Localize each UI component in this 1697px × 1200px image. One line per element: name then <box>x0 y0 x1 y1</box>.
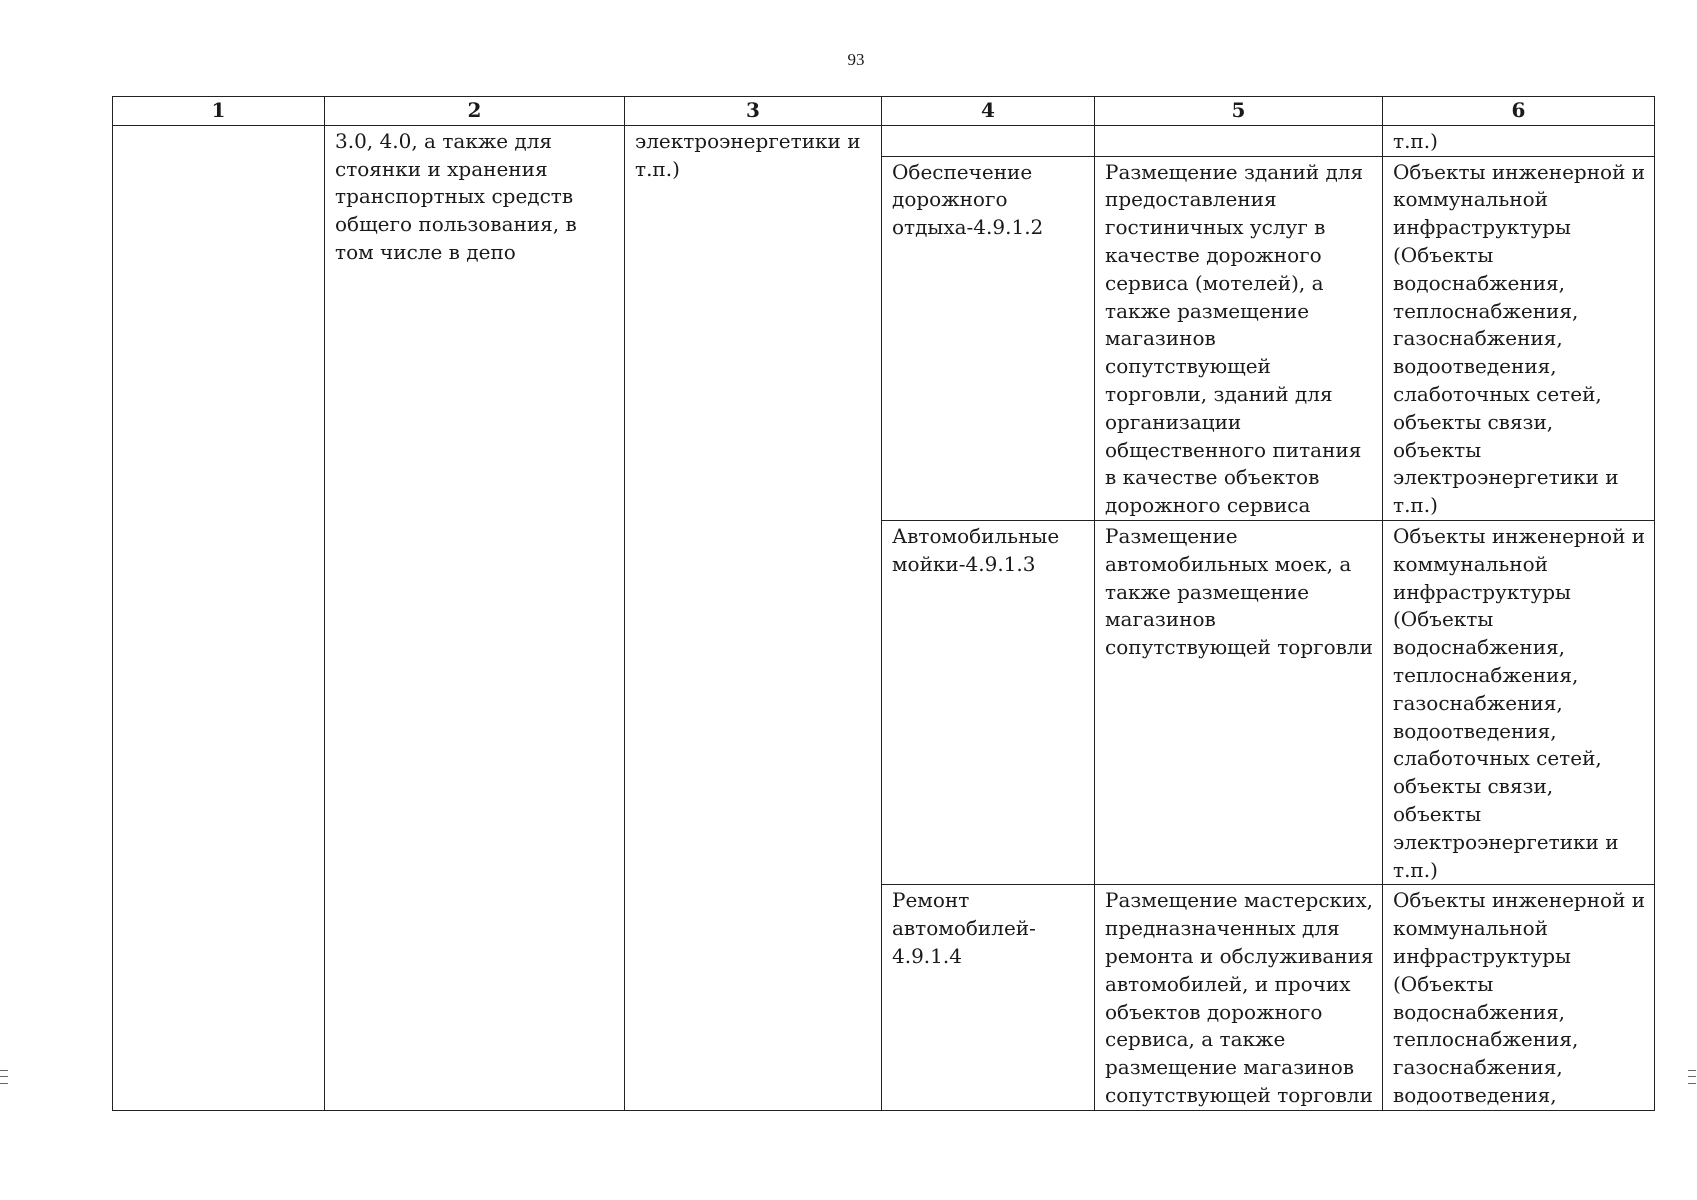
cell-col4-carry <box>882 125 1095 156</box>
cell-entry-objects <box>1383 885 1655 1111</box>
cell-entry-name <box>882 156 1095 520</box>
column-header-6: 6 <box>1383 97 1655 126</box>
cell-col3-text <box>625 125 882 1111</box>
left-edge-mark <box>0 1070 8 1084</box>
column-header-5: 5 <box>1095 97 1383 126</box>
col6-carry-text: т.п.) <box>1393 128 1438 153</box>
cell-col5-carry <box>1095 125 1383 156</box>
cell-entry-description <box>1095 520 1383 884</box>
cell-col6-carry <box>1383 125 1655 156</box>
entry-name: Автомобильные мойки-4.9.1.3 <box>892 523 1060 576</box>
entry-objects: Объекты инженерной и коммунальной инфраструктуры (Объекты водоснабжения, теплоснабжения, газоснабжения, водоотведения, слаботочных сетей, объекты связи, объекты электроэнергетики и т.п.) <box>1393 159 1646 518</box>
entry-name: Ремонт автомобилей- 4.9.1.4 <box>892 888 1036 968</box>
cell-entry-name <box>882 520 1095 884</box>
table-row <box>113 125 1655 156</box>
regulation-table <box>112 96 1655 1111</box>
cell-col2-text <box>325 125 625 1111</box>
cell-col1-empty <box>113 125 325 1111</box>
cell-entry-description <box>1095 156 1383 520</box>
column-header-3: 3 <box>625 97 882 126</box>
cell-entry-name <box>882 885 1095 1111</box>
entry-name: Обеспечение дорожного отдыха-4.9.1.2 <box>892 159 1044 240</box>
column-header-2: 2 <box>325 97 625 126</box>
entry-description: Размещение мастерских, предназначенных для ремонта и обслуживания автомобилей, и прочих объектов дорожного сервиса, а также размещение магазинов сопутствующей торговли <box>1105 888 1374 1107</box>
entry-objects: Объекты инженерной и коммунальной инфраструктуры (Объекты водоснабжения, теплоснабжения, газоснабжения, водоотведения, <box>1393 888 1646 1107</box>
column-header-1: 1 <box>113 97 325 126</box>
col2-text: 3.0, 4.0, а также для стоянки и хранения транспортных средств общего пользования, в том числе в депо <box>335 128 577 264</box>
regulation-table-wrapper <box>112 96 1654 1107</box>
entry-objects: Объекты инженерной и коммунальной инфраструктуры (Объекты водоснабжения, теплоснабжения, газоснабжения, водоотведения, слаботочных сетей, объекты связи, объекты электроэнергетики и т.п.) <box>1393 523 1646 882</box>
entry-description: Размещение автомобильных моек, а также размещение магазинов сопутствующей торговли <box>1105 523 1373 660</box>
cell-entry-objects <box>1383 520 1655 884</box>
entry-description: Размещение зданий для предоставления гостиничных услуг в качестве дорожного сервиса (мотелей), а также размещение магазинов сопутствующей торговли, зданий для организации общественного питания в качестве объектов дорожного сервиса <box>1105 159 1364 518</box>
col3-text: электроэнергетики и т.п.) <box>635 128 861 181</box>
cell-entry-objects <box>1383 156 1655 520</box>
column-header-4: 4 <box>882 97 1095 126</box>
cell-entry-description <box>1095 885 1383 1111</box>
right-edge-mark <box>1688 1070 1696 1084</box>
page-number: 93 <box>847 50 865 69</box>
header-row <box>113 97 1655 126</box>
